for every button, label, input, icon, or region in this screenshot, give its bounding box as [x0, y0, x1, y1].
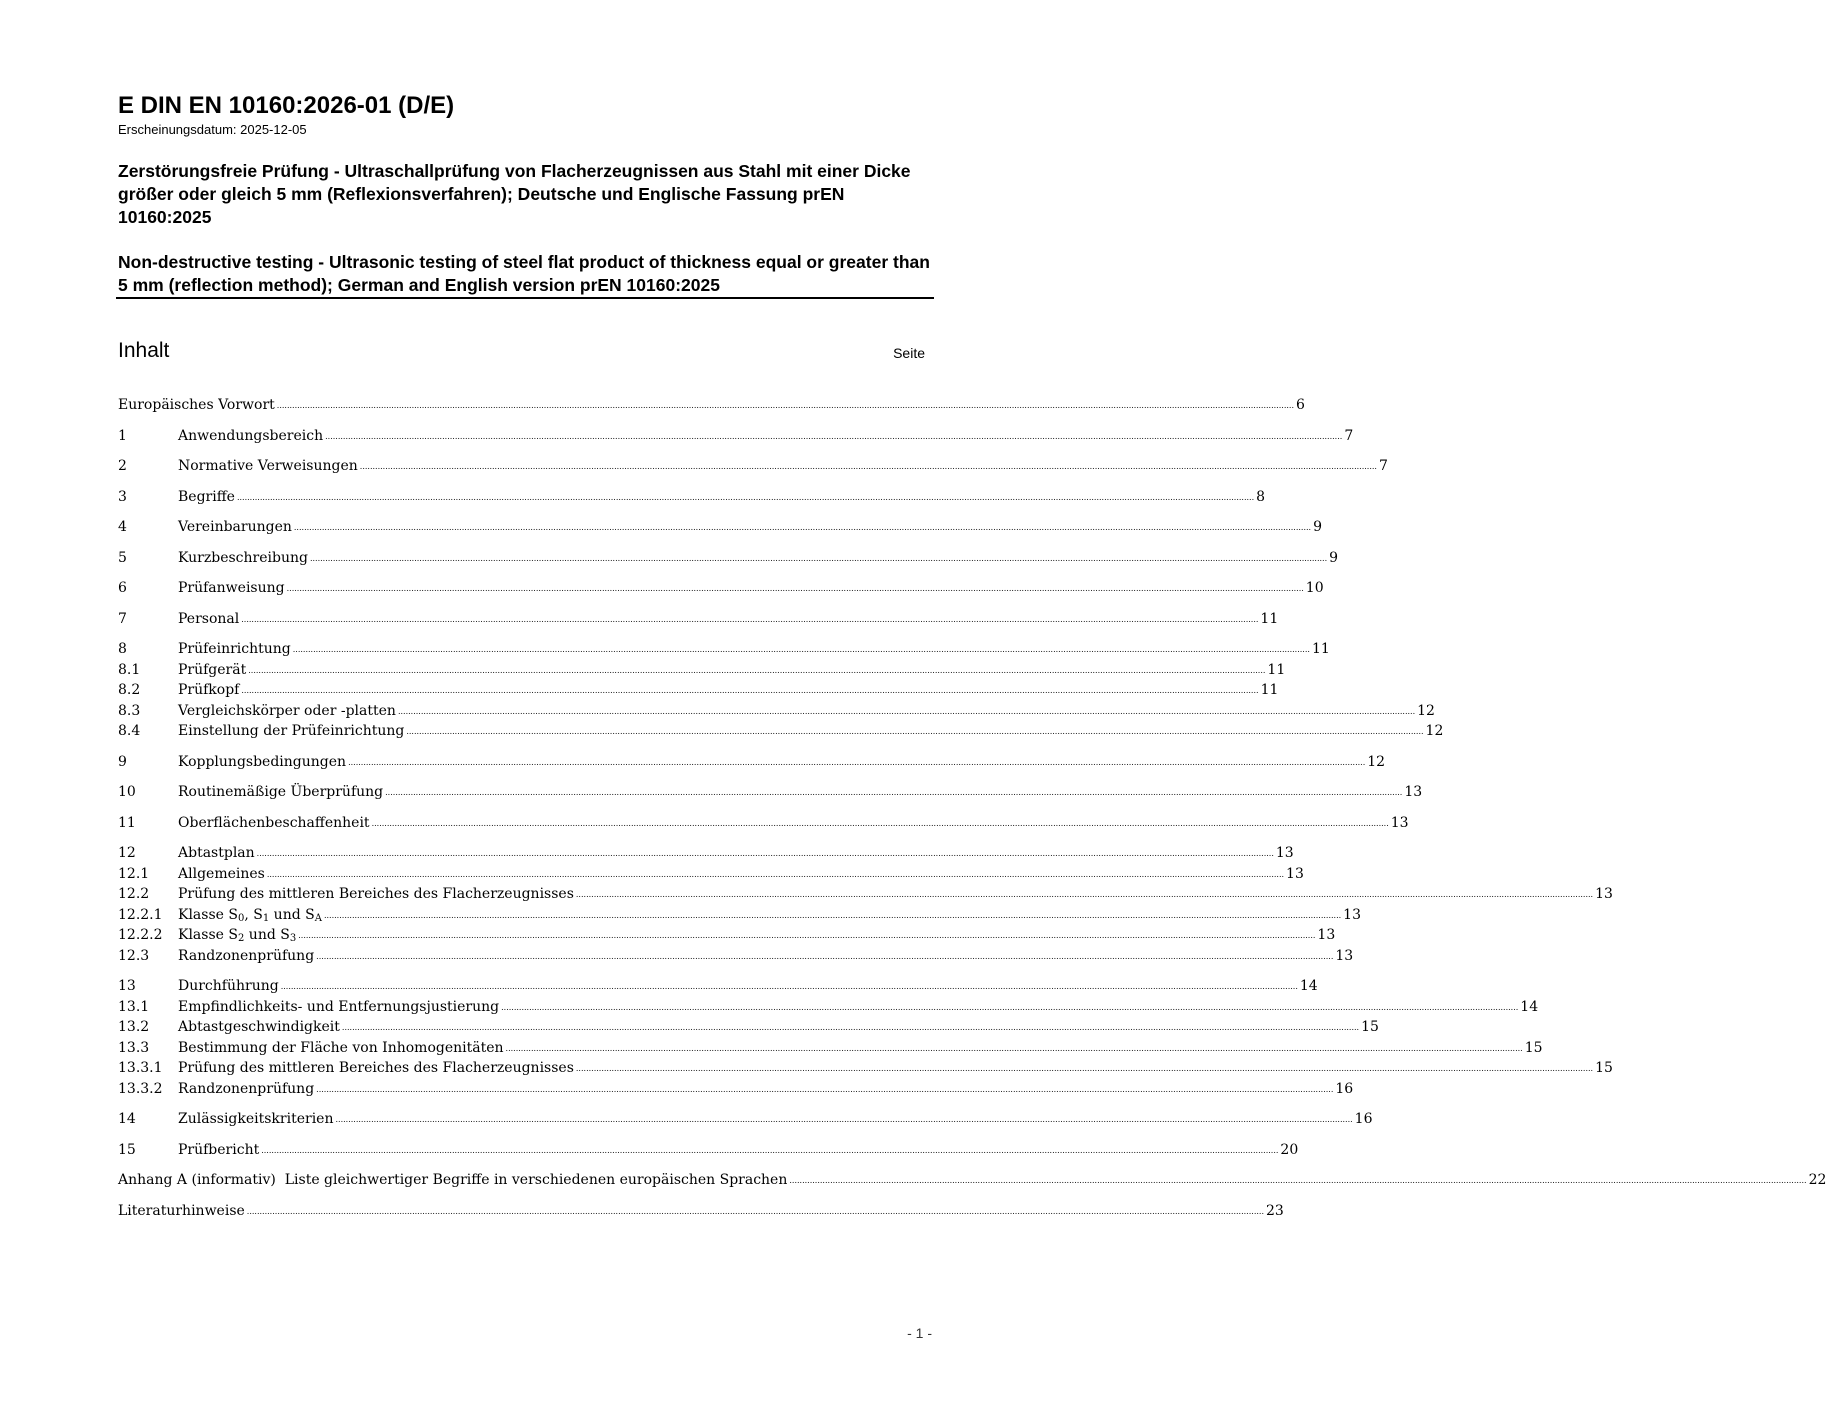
toc-entry[interactable] [118, 487, 1266, 508]
toc-leader-dots: ................................................................................................................................................................................................................................................................................................................................................................................................................ [316, 1084, 1334, 1094]
toc-entry-number: 15 [118, 1141, 136, 1158]
toc-entry[interactable] [118, 905, 1361, 926]
toc-entry-number: 7 [118, 610, 127, 627]
toc-entry-text: Abtastplan [178, 845, 255, 861]
release-date: Erscheinungsdatum: 2025-12-05 [118, 122, 307, 137]
toc-entry-number: 12.1 [118, 865, 150, 882]
toc-entry-page: 16 [1354, 1111, 1373, 1127]
toc-leader-dots: ................................................................................................................................................................................................................................................................................................................................................................................................................ [276, 401, 1294, 410]
toc-entry-number: 4 [118, 519, 127, 535]
toc-entry-number: 12.2.1 [118, 906, 163, 923]
toc-leader-dots: ................................................................................................................................................................................................................................................................................................................................................................................................................ [385, 788, 1403, 797]
toc-entry-page: 13 [1595, 886, 1613, 902]
toc-entry[interactable] [118, 864, 1304, 885]
toc-entry-number: 6 [118, 580, 127, 596]
title-english: Non-destructive testing - Ultrasonic testing of steel flat product of thickness equal or greater than 5 mm (reflection method); German and English version prEN 10160:2025 [118, 252, 930, 295]
toc-heading: Inhalt [118, 339, 170, 362]
toc-entry-page: 13 [1317, 927, 1336, 943]
toc-entry[interactable] [118, 946, 1354, 967]
toc-entry[interactable] [118, 752, 1386, 773]
toc-entry-text: Einstellung der Prüfeinrichtung [178, 723, 405, 739]
toc-entry-page: 7 [1378, 458, 1388, 474]
toc-entry-page: 6 [1295, 397, 1305, 413]
toc-entry-text: Normative Verweisungen [178, 458, 358, 474]
toc-entry-text: Literaturhinweise [118, 1202, 245, 1219]
toc-leader-dots: ................................................................................................................................................................................................................................................................................................................................................................................................................ [236, 492, 1255, 502]
toc-entry-text: Prüfbericht [178, 1141, 260, 1158]
toc-entry-page: 12 [1417, 702, 1435, 719]
toc-leader-dots: ................................................................................................................................................................................................................................................................................................................................................................................................................ [505, 1043, 1523, 1053]
toc-entry-page: 10 [1305, 580, 1324, 596]
toc-leader-dots: ................................................................................................................................................................................................................................................................................................................................................................................................................ [359, 462, 1377, 471]
toc-entry-text: Kurzbeschreibung [178, 549, 308, 566]
toc-leader-dots: ................................................................................................................................................................................................................................................................................................................................................................................................................ [323, 910, 1342, 920]
toc-entry-page: 14 [1299, 978, 1318, 994]
toc-entry-number: 13.3.1 [118, 1060, 163, 1076]
toc-entry[interactable] [118, 609, 1279, 630]
toc-entry-text: Personal [178, 610, 240, 627]
toc-entry-number: 8.4 [118, 723, 141, 739]
toc-entry-text: Prüfung des mittleren Bereiches des Flacherzeugnisses [178, 1060, 574, 1076]
toc-leader-dots: ................................................................................................................................................................................................................................................................................................................................................................................................................ [316, 951, 1334, 961]
toc-entry-number: 13.3.2 [118, 1080, 163, 1097]
toc-entry-text: Randzonenprüfung [178, 1080, 315, 1097]
toc-entry[interactable] [118, 976, 1318, 997]
toc-entry-number: 8.1 [118, 661, 141, 678]
toc-entry-page: 15 [1524, 1039, 1543, 1056]
toc-entry-text: Klasse $S_0$, $S_1$ und $S_A$ [178, 906, 322, 924]
toc-leader-dots: ................................................................................................................................................................................................................................................................................................................................................................................................................ [325, 431, 1343, 441]
toc-page-label: Seite [893, 345, 925, 361]
toc-leader-dots: ................................................................................................................................................................................................................................................................................................................................................................................................................ [309, 553, 1328, 563]
document-id: E DIN EN 10160:2026-01 (D/E) [118, 92, 455, 119]
toc-entry-page: 13 [1335, 947, 1354, 964]
toc-entry-number: 14 [118, 1111, 136, 1127]
toc-leader-dots: ................................................................................................................................................................................................................................................................................................................................................................................................................ [293, 523, 1312, 532]
toc-entry[interactable] [118, 813, 1409, 834]
toc-entry-page: 11 [1260, 610, 1279, 627]
toc-leader-dots: ................................................................................................................................................................................................................................................................................................................................................................................................................ [241, 614, 1259, 624]
toc-entry-number: 13 [118, 978, 136, 994]
toc-entry-number: 11 [118, 814, 136, 831]
toc-entry[interactable] [118, 517, 1322, 538]
toc-entry-number: 8.3 [118, 702, 141, 719]
toc-entry[interactable] [118, 639, 1330, 660]
toc-entry-text: Prüfanweisung [178, 580, 285, 596]
toc-entry-text: Abtastgeschwindigkeit [178, 1019, 340, 1035]
toc-entry-page: 20 [1280, 1141, 1299, 1158]
toc-entry-number: 12.3 [118, 947, 150, 964]
toc-leader-dots: ................................................................................................................................................................................................................................................................................................................................................................................................................ [266, 869, 1285, 879]
toc-entry[interactable] [118, 660, 1286, 681]
toc-entry[interactable] [118, 1079, 1354, 1100]
toc-entry-page: 12 [1367, 753, 1386, 770]
toc-entry-page: 9 [1313, 519, 1322, 535]
toc-entry-text: Begriffe [178, 488, 235, 505]
toc-entry-page: 13 [1343, 906, 1361, 923]
toc-entry[interactable] [118, 426, 1354, 447]
toc-leader-dots: ................................................................................................................................................................................................................................................................................................................................................................................................................ [298, 931, 1316, 940]
toc-entry-text: Anhang A (informativ) Liste gleichwertiger Begriffe in verschiedenen europäischen Sprachen [118, 1172, 788, 1188]
toc-entry-number: 2 [118, 458, 127, 474]
toc-entry-number: 3 [118, 488, 127, 505]
toc-leader-dots: ................................................................................................................................................................................................................................................................................................................................................................................................................ [246, 1206, 1264, 1216]
toc-leader-dots: ................................................................................................................................................................................................................................................................................................................................................................................................................ [335, 1115, 1353, 1124]
toc-leader-dots: ................................................................................................................................................................................................................................................................................................................................................................................................................ [341, 1023, 1360, 1032]
toc-leader-dots: ................................................................................................................................................................................................................................................................................................................................................................................................................ [292, 645, 1310, 654]
page-number: - 1 - [907, 1325, 932, 1341]
toc-entry-text: Durchführung [178, 978, 279, 994]
toc-entry-page: 13 [1390, 814, 1409, 831]
toc-entry[interactable] [118, 548, 1339, 569]
toc-entry-page: 13 [1275, 845, 1294, 861]
toc-entry-page: 15 [1595, 1060, 1613, 1076]
toc-entry-page: 11 [1267, 661, 1286, 678]
toc-leader-dots: ................................................................................................................................................................................................................................................................................................................................................................................................................ [575, 890, 1594, 899]
toc-entry-text: Empfindlichkeits- und Entfernungsjustierung [178, 998, 500, 1015]
toc-leader-dots: ................................................................................................................................................................................................................................................................................................................................................................................................................ [501, 1002, 1519, 1012]
toc-entry[interactable] [118, 1170, 1826, 1191]
toc-entry-text: Randzonenprüfung [178, 947, 315, 964]
toc-leader-dots: ................................................................................................................................................................................................................................................................................................................................................................................................................ [397, 706, 1416, 716]
toc-entry-page: 13 [1286, 865, 1304, 882]
table-of-contents [118, 395, 1826, 1221]
toc-entry-text: Oberflächenbeschaffenheit [178, 814, 370, 831]
toc-entry-number: 9 [118, 753, 127, 770]
toc-leader-dots: ................................................................................................................................................................................................................................................................................................................................................................................................................ [575, 1064, 1594, 1073]
toc-leader-dots: ................................................................................................................................................................................................................................................................................................................................................................................................................ [789, 1176, 1807, 1185]
toc-entry-text: Prüfkopf [178, 682, 240, 698]
toc-entry-page: 16 [1335, 1080, 1354, 1097]
toc-entry-number: 8 [118, 641, 127, 657]
toc-entry-text: Bestimmung der Fläche von Inhomogenitäten [178, 1039, 504, 1056]
toc-entry-number: 12.2 [118, 886, 150, 902]
toc-entry-number: 13.3 [118, 1039, 150, 1056]
toc-leader-dots: ................................................................................................................................................................................................................................................................................................................................................................................................................ [406, 727, 1424, 736]
toc-entry[interactable] [118, 456, 1388, 477]
toc-entry-page: 22 [1808, 1172, 1826, 1188]
toc-entry-number: 8.2 [118, 682, 141, 698]
toc-entry-text: Klasse $S_2$ und $S_3$ [178, 927, 297, 944]
toc-entry-text: Kopplungsbedingungen [178, 753, 347, 770]
toc-leader-dots: ................................................................................................................................................................................................................................................................................................................................................................................................................ [256, 849, 1274, 858]
toc-entry[interactable] [118, 1201, 1284, 1222]
toc-entry[interactable] [118, 782, 1423, 803]
toc-entry[interactable] [118, 395, 1305, 416]
toc-leader-dots: ................................................................................................................................................................................................................................................................................................................................................................................................................ [286, 584, 1304, 593]
toc-entry-page: 7 [1344, 427, 1354, 444]
toc-entry-text: Prüfung des mittleren Bereiches des Flacherzeugnisses [178, 886, 574, 902]
toc-leader-dots: ................................................................................................................................................................................................................................................................................................................................................................................................................ [241, 686, 1259, 695]
toc-entry-number: 1 [118, 427, 127, 444]
toc-entry-page: 15 [1361, 1019, 1379, 1035]
toc-entry[interactable] [118, 843, 1294, 864]
toc-entry-page: 9 [1329, 549, 1339, 566]
toc-entry-page: 23 [1265, 1202, 1284, 1219]
toc-entry[interactable] [118, 925, 1336, 946]
toc-entry-number: 13.1 [118, 998, 150, 1015]
title-divider [116, 297, 934, 299]
toc-entry[interactable] [118, 1058, 1613, 1079]
toc-leader-dots: ................................................................................................................................................................................................................................................................................................................................................................................................................ [261, 1145, 1279, 1155]
toc-entry-number: 13.2 [118, 1019, 150, 1035]
toc-entry[interactable] [118, 997, 1539, 1018]
toc-entry[interactable] [118, 1017, 1379, 1038]
toc-entry-number: 10 [118, 784, 136, 800]
toc-leader-dots: ................................................................................................................................................................................................................................................................................................................................................................................................................ [248, 665, 1266, 675]
toc-leader-dots: ................................................................................................................................................................................................................................................................................................................................................................................................................ [280, 982, 1298, 991]
title-german: Zerstörungsfreie Prüfung - Ultraschallprüfung von Flacherzeugnissen aus Stahl mit einer Dicke größer oder gleich 5 mm (Reflexionsverfahren); Deutsche und Englische Fassung prEN 10160:2025 [118, 161, 911, 227]
toc-leader-dots: ................................................................................................................................................................................................................................................................................................................................................................................................................ [371, 818, 1389, 828]
toc-entry-page: 12 [1425, 723, 1444, 739]
toc-entry-number: 5 [118, 549, 127, 566]
toc-entry-text: Routinemäßige Überprüfung [178, 784, 384, 800]
toc-entry-text: Anwendungsbereich [178, 427, 324, 444]
toc-entry-page: 11 [1311, 641, 1330, 657]
toc-entry-text: Allgemeines [178, 865, 265, 882]
toc-entry-text: Zulässigkeitskriterien [178, 1111, 334, 1127]
toc-entry[interactable] [118, 1140, 1299, 1161]
toc-entry-number: 12 [118, 845, 136, 861]
toc-entry[interactable] [118, 1109, 1373, 1130]
toc-entry[interactable] [118, 701, 1435, 722]
toc-entry-text: Prüfeinrichtung [178, 641, 291, 657]
toc-entry-text: Prüfgerät [178, 661, 247, 678]
toc-entry[interactable] [118, 578, 1324, 599]
toc-entry-page: 8 [1256, 488, 1266, 505]
toc-entry-number: 12.2.2 [118, 927, 163, 943]
toc-entry[interactable] [118, 1038, 1543, 1059]
toc-entry[interactable] [118, 721, 1444, 742]
toc-entry-text: Europäisches Vorwort [118, 397, 275, 413]
toc-entry[interactable] [118, 884, 1613, 905]
toc-entry-text: Vereinbarungen [178, 519, 292, 535]
toc-entry-text: Vergleichskörper oder -platten [178, 702, 396, 719]
toc-entry-page: 13 [1404, 784, 1423, 800]
toc-entry-page: 14 [1520, 998, 1539, 1015]
toc-entry-page: 11 [1260, 682, 1279, 698]
toc-leader-dots: ................................................................................................................................................................................................................................................................................................................................................................................................................ [348, 757, 1366, 767]
toc-entry[interactable] [118, 680, 1279, 701]
